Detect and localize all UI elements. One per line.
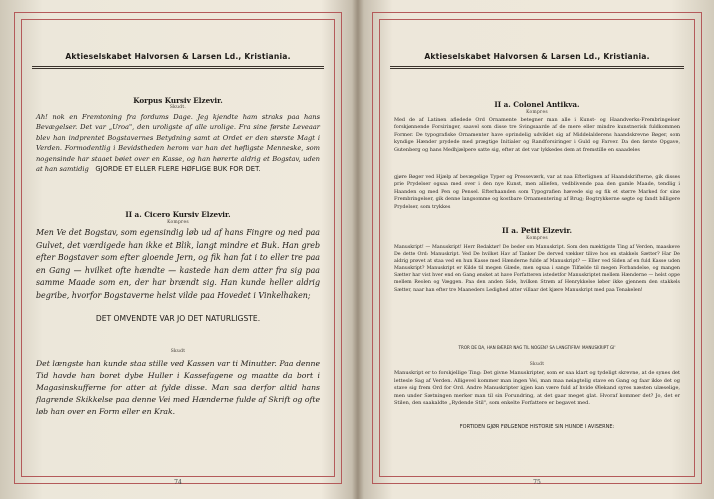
section-body: Ah! nok en Fremtoning fra fordums Dage. Jeg kjendte ham straks paa hans Bevægelser. Det var „Uroa", den uroligste af alle urolige. Fra sine første Leveaar blev han indprentet Bogstavernes Betydning samt at Ordet er den største Magt i Verden. Formodentlig i Bevidstheden herom var han det høfligste Menneske, som nogensinde har staaet bøiet over en Kasse, og han hørerte aldrig et Bogstav, uden at han samtidig [36, 113, 320, 174]
section-body: gjøre Bøger ved Hjælp af bevægelige Typer og Presseværk, var at naa Efterlignen af Haandskrifterne, gik disses prie Prydelser ogsaa med over i den nye Kunst, men alliefen, vedblivende paa den gamle Maade, tendlig i Haanden og med Pen og Pensel. Efterhaanden som Typografien hævede sig og fik et større Marked for sine Frembringelser, gik denne langsomme og kostbare Ornamentering af Brug; Bogtrykkerne søgte og fandt billigere Prydelser, som trykkes [394, 174, 680, 210]
book-gutter [352, 0, 364, 499]
section-title: II a. Cicero Kursiv Elzevir. [125, 210, 231, 219]
section-caps-line: FORTIDEN GJØR FØLGENDE HISTORIE SIN HUNDE I AVISERNE: [459, 424, 615, 430]
section-body: Manuskript! — Manuskript! Herr Redaktør! De beder om Manuskript. Som den mæktigste Ting af Verden, maaskeve De dette Ord: Manuskript. Ved De hvilket Hav af Tanker De derved vækker tilive hos en stakkels Sætter? Har De aldrig prøvet at staa ved en hun Kasse med Hænderne fulde af Manuskript? — Eller ved Siden af en fuld Kasse uden Manuskript? Manuskript er Kilde til megen Glæde, men ogsaa i sange Tilfælde til megen Forbandelse, og mangen Sætter har vist hver end en Gang ønsket at have Forfatteren istedetfor Manuskriptet mellem Hænderne — helst oppe mellem Reolen og Væggen. Paa den anden Side, hvilken Strøm af Henrykkelse løber ikke gjennem den stakkels Sætter, naar han efter tre Maaneders Ledighed atter villaar det kjære Manuskript med paa Tenakelen! [394, 245, 680, 293]
section-title: II a. Petit Elzevir. [502, 226, 572, 235]
section-body: Men Ve det Bogstav, som egensindig løb ud af hans Fingre og ned paa Gulvet, det værdigede han ikke et Blik, langt mindre et Buk. Han greb efter Bogstaver som efter gloende Jern, og fik han fat i to eller tre paa en Gang — hvilket ofte hændte — kastede han dem atter fra sig paa samme Maade som en, der har brændt sig. Han kunde heller aldrig begribe, hvorfor Bogstaverne helst vilde paa Hovedet i Vinkelhaken; [36, 228, 320, 300]
section-caps-line: GJORDE ET ELLER FLERE HØFLIGE BUK FOR DET. [95, 165, 261, 173]
header-rule [32, 68, 324, 69]
section-subtitle: Kompres [526, 110, 548, 115]
section-title: II a. Colonel Antikva. [494, 100, 580, 109]
section-caps-line: DET OMVENDTE VAR JO DET NATURLIGSTE. [95, 314, 261, 323]
header-rule [32, 66, 324, 67]
page-number: 74 [174, 479, 182, 486]
left-page [14, 12, 342, 484]
section-caps-line: TROR DE DA, HAN BÆRER NAG TIL NOGEN? SA LANGTIFRA! MANUSKRIPT GI' [458, 345, 616, 350]
page-header: Aktieselskabet Halvorsen & Larsen Ld., Kristiania. [65, 52, 291, 61]
right-page [372, 12, 702, 484]
page-header: Aktieselskabet Halvorsen & Larsen Ld., Kristiania. [424, 52, 650, 61]
page-number: 75 [533, 479, 541, 486]
header-rule [390, 66, 684, 67]
section-body: Manuskript er to forskjellige Ting: Det givne Manuskripter, som er saa klart og tydeligt skrevne, at de synes det lettesle Sag af Verden. Alligevel kommer man ingen Vei, man maa nøiagtelig stave en Gang og faar ikke det og stave sig frem Ord for Ord. Andre Manuskripter igjen kan være fuld af hvide Ølekand syres næsten ulæselige, men under Sætningen merker man til sin Forundring, at det gaar meget glat. Hvoraf kommer det? Jo, det er Stilen, den saakaldte „Rydende Stil", som enkelte Forfattere er begavet med. [394, 370, 680, 407]
section-subtitle: Kompres [526, 236, 548, 241]
section-subtitle: Skudt. [169, 105, 187, 110]
section-subtitle: Skudt [529, 362, 545, 367]
section-body: Det længste han kunde staa stille ved Kassen var ti Minutter. Paa denne Tid havde han boret dybe Huller i Kassefagene og maatte da bort i Magasinskufferne for atter at fylde disse. Man saa derfor altid hans flagrende Skikkelse paa denne Vei med Hænderne fulde af Skrift og ofte løb han over en Form eller en Krak. [36, 359, 320, 416]
section-body: Med de af Latinen afledede Ord Ornamente betegner man alle i Kunst- og Haandverks-Frembringelser forskjønnende Forsiringer, saavel som disse tre Svingsaarde af de mere eller mindre kunstnerisk fuldkommen Former. De typografiske Ornamenter have oprindelig udviklet sig af Middelalderens haandskrevne Bøger, som kyndige Hænder prydede med prægtige Initialer og Randforsiringer i Guld og Farver. Da den første Opgave, Gutenberg og hans Medhjælpere satte sig, efter at det var lykkedes dem at fremstille en saaadeles [394, 117, 680, 153]
section-title: Korpus Kursiv Elzevir. [133, 96, 223, 105]
section-subtitle: Skudt [170, 349, 186, 354]
section-subtitle: Kompres [167, 220, 189, 225]
header-rule [390, 68, 684, 69]
